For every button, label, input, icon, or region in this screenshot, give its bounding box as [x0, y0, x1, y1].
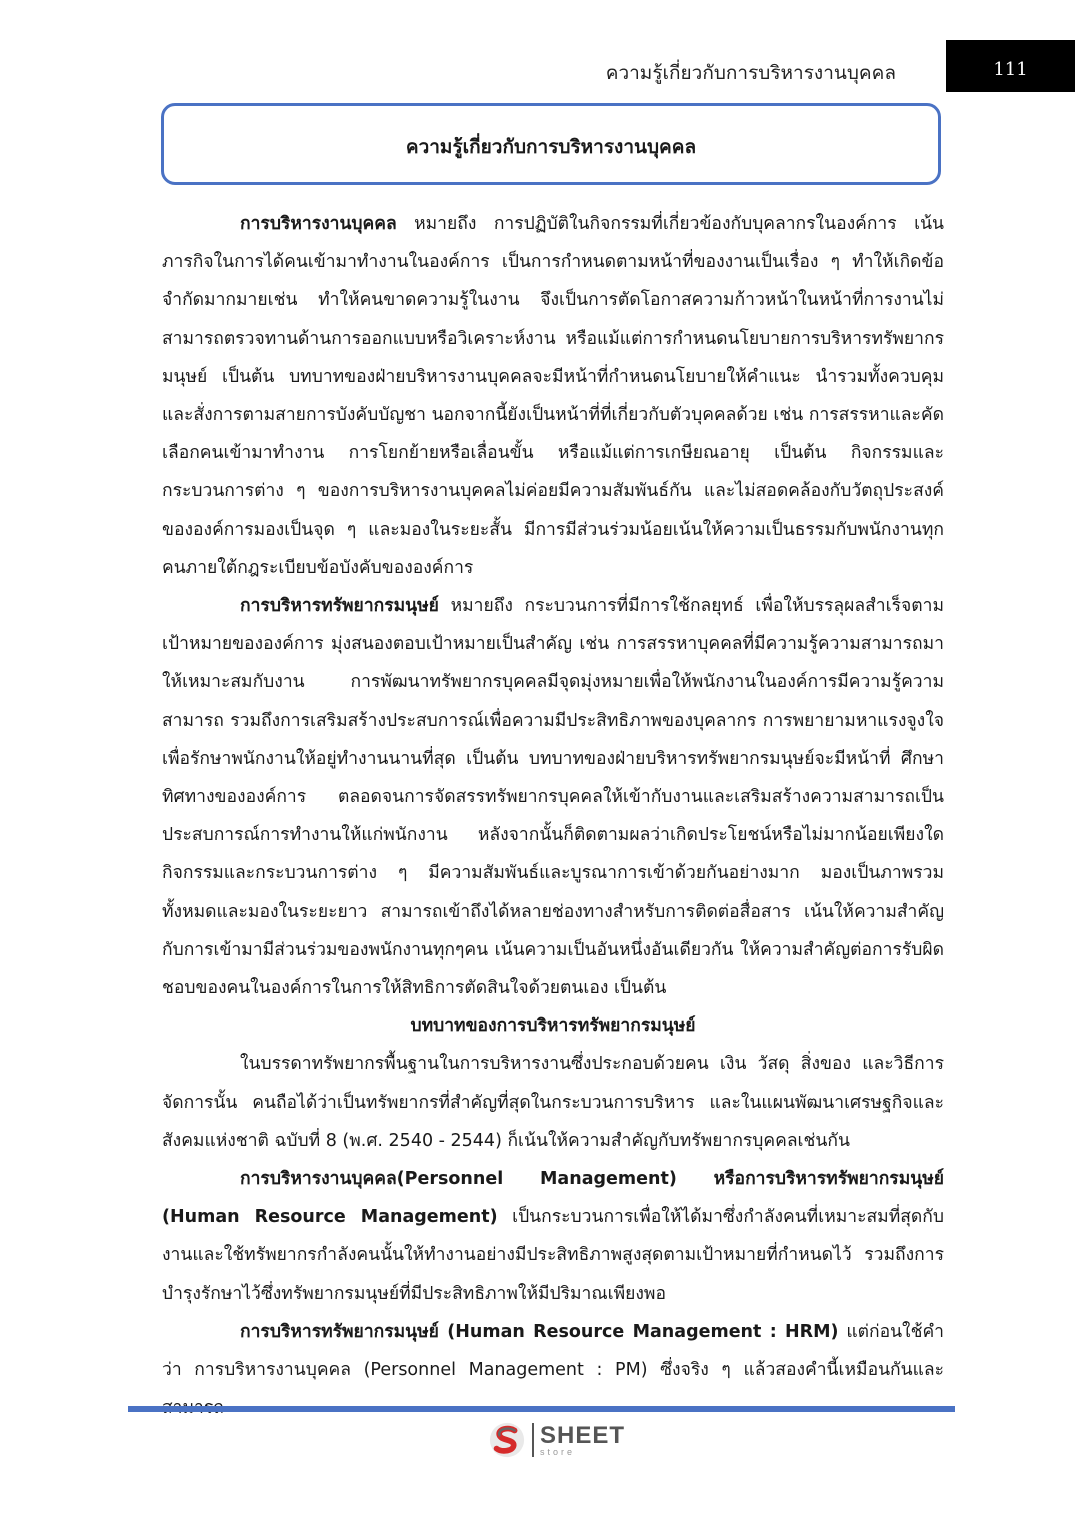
paragraph-resources: ในบรรดาทรัพยากรพื้นฐานในการบริหารงานซึ่งประกอบด้วยคน เงิน วัสดุ สิ่งของ และวิธีการจัดการนั้น คนถือได้ว่าเป็นทรัพยากรที่สำคัญที่สุดในกระบวนการบริหาร และในแผนพัฒนาเศรษฐกิจและสังคมแห่งชาติ ฉบับที่ 8 (พ.ศ. 2540 - 2544) ก็เน้นให้ความสำคัญกับทรัพยากรบุคคลเช่นกัน	[162, 1054, 944, 1151]
paragraph-pm-definition	[162, 1160, 944, 1313]
chapter-title-box: ความรู้เกี่ยวกับการบริหารงานบุคคล	[161, 103, 941, 185]
running-header-title: ความรู้เกี่ยวกับการบริหารงานบุคคล	[605, 62, 896, 84]
paragraph-personnel-management	[162, 205, 944, 587]
term-hrm-abbrev: การบริหารทรัพยากรมนุษย์ (Human Resource Management : HRM)	[240, 1321, 839, 1342]
term-personnel-management: การบริหารงานบุคคล	[240, 214, 397, 234]
paragraph-text: แต่ก่อนใช้คำว่า การบริหารงานบุคคล (Personnel Management : PM) ซึ่งจริง ๆ แล้วสองคำนี้เหมือนกันและ	[162, 1321, 944, 1381]
logo-separator	[532, 1423, 534, 1457]
paragraph-text: หมายถึง กระบวนการที่มีการใช้กลยุทธ์ เพื่อให้บรรลุผลสำเร็จตามเป้าหมายขององค์การ มุ่งสนองตอบเป้าหมายเป็นสำคัญ เช่น การสรรหาบุคคลที่มีความรู้ความสามารถมาให้เหมาะสมกับงาน การพัฒนาทรัพยากรบุคคลมีจุดมุ่งหมายเพื่อให้พนักงานในองค์การมีความรู้ความสามารถ รวมถึงการเสริมสร้างประสบการณ์เพื่อความมีประสิทธิภาพของบุคลากร การพยายามหาแรงจูงใจเพื่อรักษาพนักงานให้อยู่ทำงานนานที่สุด เป็นต้น บทบาทของฝ่ายบริหารทรัพยากรมนุษย์จะมีหน้าที่ ศึกษาทิศทางขององค์การ ตลอดจนการจัดสรรทรัพยากรบุคคลให้เข้ากับงานและเสริมสร้างความสามารถเป็นประสบการณ์การทำงานให้แก่พนักงาน หลังจากนั้นก็ติดตามผลว่าเกิดประโยชน์หรือไม่มากน้อยเพียงใด กิจกรรมและกระบวนการต่าง ๆ มีความสัมพันธ์และบูรณาการเข้าด้วยกันอย่างมาก มองเป็นภาพรวมทั้งหมดและมองในระยะยาว สามารถเข้าถึงได้หลายช่องทางสำหรับการติดต่อสื่อสาร เน้นให้ความสำคัญกับการเข้ามามีส่วนร่วมของพนักงานทุกๆคน เน้นความเป็นอันหนึ่งอันเดียวกัน ให้ความสำคัญต่อการรับผิดชอบของคนในองค์การในการให้สิทธิการตัดสินใจด้วยตนเอง เป็นต้น	[162, 596, 944, 999]
paragraph-human-resource-management	[162, 587, 944, 1007]
section-heading: บทบาทของการบริหารทรัพยากรมนุษย์	[410, 1016, 696, 1037]
paragraph-text: เป็นกระบวนการเพื่อให้ได้มาซึ่งกำลังคนที่เหมาะสมที่สุดกับงานและใช้ทรัพยากรกำลังคนนั้นให้ทำงานอย่างมีประสิทธิภาพสูงสุดตามเป้าหมายที่กำหนดไว้ รวมถึงการบำรุงรักษาไว้ซึ่งทรัพยากรมนุษย์ที่มีประสิทธิภาพให้มีปริมาณเพียงพอ	[162, 1207, 944, 1304]
sheet-store-logo	[488, 1420, 625, 1460]
term-hrm: การบริหารทรัพยากรมนุษย์	[240, 596, 439, 617]
logo-wordmark	[540, 1421, 626, 1457]
term-pm-hrm: การบริหารงานบุคคล(Personnel Management) หรือการบริหารทรัพยากรมนุษย์ (Human Resource Management)	[162, 1169, 944, 1228]
footer-divider	[128, 1406, 955, 1412]
document-body	[162, 205, 944, 1428]
sheet-store-logo-icon	[488, 1421, 526, 1459]
paragraph-text: หมายถึง การปฏิบัติในกิจกรรมที่เกี่ยวข้องกับบุคลากรในองค์การ เน้นภารกิจในการได้คนเข้ามาทำงานในองค์การ เป็นการกำหนดตามหน้าที่ของงานเป็นเรื่อง ๆ ทำให้เกิดข้อจำกัดมากมายเช่น ทำให้คนขาดความรู้ในงาน จึงเป็นการตัดโอกาสความก้าวหน้าในหน้าที่การงานไม่สามารถตรวจทานด้านการออกแบบหรือวิเคราะห์งาน หรือแม้แต่การกำหนดนโยบายการบริหารทรัพยากรมนุษย์ เป็นต้น บทบาทของฝ่ายบริหารงานบุคคลจะมีหน้าที่กำหนดนโยบายให้คำแนะ นำรวมทั้งควบคุมและสั่งการตามสายการบังคับบัญชา นอกจากนี้ยังเป็นหน้าที่ที่เกี่ยวกับตัวบุคคลด้วย เช่น การสรรหาและคัดเลือกคนเข้ามาทำงาน การโยกย้ายหรือเลื่อนขั้น หรือแม้แต่การเกษียณอายุ เป็นต้น กิจกรรมและกระบวนการต่าง ๆ ของการบริหารงานบุคคลไม่ค่อยมีความสัมพันธ์กัน และไม่สอดคล้องกับวัตถุประสงค์ขององค์การมองเป็นจุด ๆ และมองในระยะสั้น มีการมีส่วนร่วมน้อยเน้นให้ความเป็นธรรมกับพนักงานทุกคนภายใต้กฎระเบียบข้อบังคับขององค์การ	[162, 214, 944, 578]
page-number-tab: 111	[946, 40, 1075, 92]
logo-word: SHEET	[540, 1421, 626, 1449]
logo-subword: store	[540, 1446, 576, 1457]
